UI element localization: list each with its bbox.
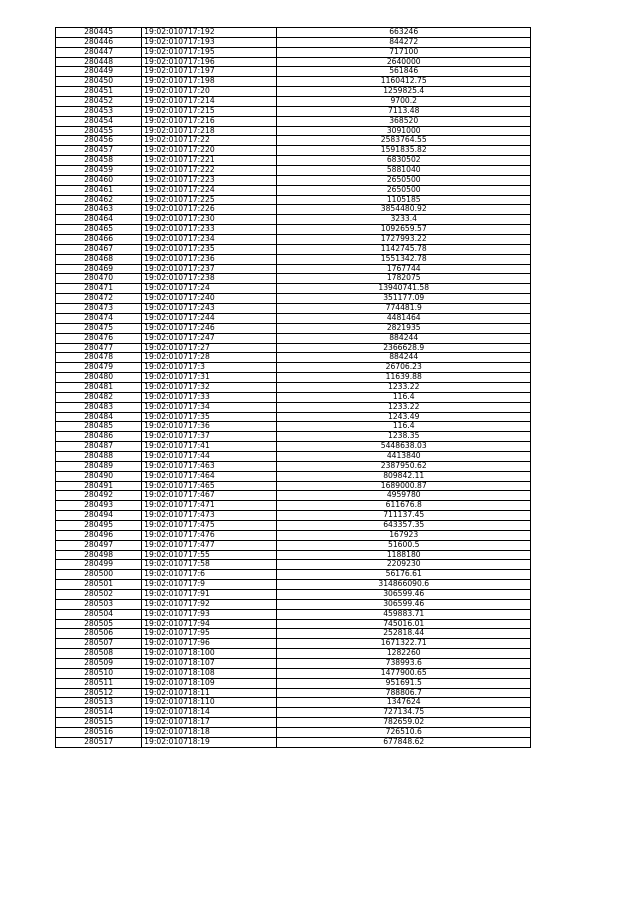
value-cell: 951691.5 bbox=[277, 678, 531, 688]
cadastral-number-cell: 19:02:010717:216 bbox=[142, 116, 277, 126]
row-id-cell: 280462 bbox=[56, 195, 142, 205]
cadastral-number-cell: 19:02:010717:218 bbox=[142, 126, 277, 136]
table-row bbox=[56, 244, 531, 254]
value-cell: 1238.35 bbox=[277, 432, 531, 442]
value-cell: 5881040 bbox=[277, 166, 531, 176]
value-cell: 2650500 bbox=[277, 185, 531, 195]
cadastral-number-cell: 19:02:010717:95 bbox=[142, 629, 277, 639]
row-id-cell: 280517 bbox=[56, 737, 142, 747]
table-row bbox=[56, 175, 531, 185]
table-row bbox=[56, 392, 531, 402]
row-id-cell: 280483 bbox=[56, 402, 142, 412]
row-id-cell: 280475 bbox=[56, 323, 142, 333]
value-cell: 2387950.62 bbox=[277, 461, 531, 471]
table-row bbox=[56, 442, 531, 452]
table-row bbox=[56, 136, 531, 146]
row-id-cell: 280500 bbox=[56, 570, 142, 580]
table-row bbox=[56, 343, 531, 353]
cadastral-number-cell: 19:02:010717:471 bbox=[142, 501, 277, 511]
row-id-cell: 280504 bbox=[56, 609, 142, 619]
cadastral-number-cell: 19:02:010717:221 bbox=[142, 156, 277, 166]
table-row bbox=[56, 412, 531, 422]
value-cell: 252818.44 bbox=[277, 629, 531, 639]
row-id-cell: 280457 bbox=[56, 146, 142, 156]
cadastral-number-cell: 19:02:010718:100 bbox=[142, 649, 277, 659]
value-cell: 7113.48 bbox=[277, 106, 531, 116]
table-row bbox=[56, 511, 531, 521]
row-id-cell: 280451 bbox=[56, 87, 142, 97]
row-id-cell: 280479 bbox=[56, 363, 142, 373]
table-row bbox=[56, 373, 531, 383]
value-cell: 1142745.78 bbox=[277, 244, 531, 254]
table-row bbox=[56, 491, 531, 501]
row-id-cell: 280455 bbox=[56, 126, 142, 136]
value-cell: 3854480.92 bbox=[277, 205, 531, 215]
row-id-cell: 280448 bbox=[56, 57, 142, 67]
value-cell: 1551342.78 bbox=[277, 254, 531, 264]
value-cell: 788806.7 bbox=[277, 688, 531, 698]
row-id-cell: 280481 bbox=[56, 382, 142, 392]
value-cell: 2366628.9 bbox=[277, 343, 531, 353]
row-id-cell: 280514 bbox=[56, 708, 142, 718]
cadastral-number-cell: 19:02:010717:193 bbox=[142, 37, 277, 47]
cadastral-number-cell: 19:02:010717:197 bbox=[142, 67, 277, 77]
value-cell: 56176.61 bbox=[277, 570, 531, 580]
row-id-cell: 280497 bbox=[56, 540, 142, 550]
row-id-cell: 280516 bbox=[56, 728, 142, 738]
table-row bbox=[56, 126, 531, 136]
value-cell: 1782075 bbox=[277, 274, 531, 284]
table-row bbox=[56, 205, 531, 215]
table-row bbox=[56, 550, 531, 560]
cadastral-number-cell: 19:02:010717:226 bbox=[142, 205, 277, 215]
cadastral-number-cell: 19:02:010717:35 bbox=[142, 412, 277, 422]
table-row bbox=[56, 688, 531, 698]
row-id-cell: 280470 bbox=[56, 274, 142, 284]
cadastral-number-cell: 19:02:010717:37 bbox=[142, 432, 277, 442]
value-cell: 2650500 bbox=[277, 175, 531, 185]
value-cell: 2821935 bbox=[277, 323, 531, 333]
row-id-cell: 280511 bbox=[56, 678, 142, 688]
cadastral-number-cell: 19:02:010717:247 bbox=[142, 333, 277, 343]
table-row bbox=[56, 501, 531, 511]
data-table bbox=[55, 27, 531, 748]
cadastral-number-cell: 19:02:010717:215 bbox=[142, 106, 277, 116]
table-row bbox=[56, 382, 531, 392]
value-cell: 167923 bbox=[277, 530, 531, 540]
cadastral-number-cell: 19:02:010717:238 bbox=[142, 274, 277, 284]
table-row bbox=[56, 540, 531, 550]
cadastral-number-cell: 19:02:010717:234 bbox=[142, 235, 277, 245]
row-id-cell: 280506 bbox=[56, 629, 142, 639]
cadastral-number-cell: 19:02:010717:3 bbox=[142, 363, 277, 373]
row-id-cell: 280467 bbox=[56, 244, 142, 254]
row-id-cell: 280513 bbox=[56, 698, 142, 708]
value-cell: 726510.6 bbox=[277, 728, 531, 738]
table-row bbox=[56, 530, 531, 540]
table-row bbox=[56, 146, 531, 156]
cadastral-number-cell: 19:02:010717:230 bbox=[142, 215, 277, 225]
row-id-cell: 280510 bbox=[56, 668, 142, 678]
value-cell: 611676.8 bbox=[277, 501, 531, 511]
cadastral-number-cell: 19:02:010717:476 bbox=[142, 530, 277, 540]
value-cell: 745016.01 bbox=[277, 619, 531, 629]
cadastral-number-cell: 19:02:010718:109 bbox=[142, 678, 277, 688]
row-id-cell: 280480 bbox=[56, 373, 142, 383]
row-id-cell: 280478 bbox=[56, 353, 142, 363]
cadastral-number-cell: 19:02:010717:28 bbox=[142, 353, 277, 363]
cadastral-number-cell: 19:02:010718:108 bbox=[142, 668, 277, 678]
value-cell: 1282260 bbox=[277, 649, 531, 659]
cadastral-number-cell: 19:02:010717:240 bbox=[142, 294, 277, 304]
cadastral-number-cell: 19:02:010717:58 bbox=[142, 560, 277, 570]
row-id-cell: 280469 bbox=[56, 264, 142, 274]
table-row bbox=[56, 668, 531, 678]
table-row bbox=[56, 313, 531, 323]
value-cell: 314866090.6 bbox=[277, 580, 531, 590]
row-id-cell: 280484 bbox=[56, 412, 142, 422]
table-row bbox=[56, 461, 531, 471]
table-row bbox=[56, 116, 531, 126]
cadastral-number-cell: 19:02:010717:93 bbox=[142, 609, 277, 619]
table-row bbox=[56, 599, 531, 609]
cadastral-number-cell: 19:02:010718:18 bbox=[142, 728, 277, 738]
value-cell: 727134.75 bbox=[277, 708, 531, 718]
cadastral-number-cell: 19:02:010718:14 bbox=[142, 708, 277, 718]
value-cell: 4413840 bbox=[277, 451, 531, 461]
cadastral-number-cell: 19:02:010717:31 bbox=[142, 373, 277, 383]
value-cell: 1233.22 bbox=[277, 382, 531, 392]
table-row bbox=[56, 718, 531, 728]
cadastral-number-cell: 19:02:010717:236 bbox=[142, 254, 277, 264]
cadastral-number-cell: 19:02:010717:465 bbox=[142, 481, 277, 491]
value-cell: 663246 bbox=[277, 28, 531, 38]
cadastral-number-cell: 19:02:010717:96 bbox=[142, 639, 277, 649]
value-cell: 1188180 bbox=[277, 550, 531, 560]
cadastral-number-cell: 19:02:010718:107 bbox=[142, 659, 277, 669]
table-row bbox=[56, 659, 531, 669]
cadastral-number-cell: 19:02:010717:214 bbox=[142, 97, 277, 107]
cadastral-number-cell: 19:02:010717:467 bbox=[142, 491, 277, 501]
cadastral-number-cell: 19:02:010718:11 bbox=[142, 688, 277, 698]
table-row bbox=[56, 185, 531, 195]
row-id-cell: 280456 bbox=[56, 136, 142, 146]
cadastral-number-cell: 19:02:010717:464 bbox=[142, 471, 277, 481]
value-cell: 677848.62 bbox=[277, 737, 531, 747]
value-cell: 782659.02 bbox=[277, 718, 531, 728]
row-id-cell: 280512 bbox=[56, 688, 142, 698]
cadastral-number-cell: 19:02:010717:222 bbox=[142, 166, 277, 176]
value-cell: 1259825.4 bbox=[277, 87, 531, 97]
table-row bbox=[56, 57, 531, 67]
table-row bbox=[56, 698, 531, 708]
row-id-cell: 280495 bbox=[56, 520, 142, 530]
table-row bbox=[56, 97, 531, 107]
table-row bbox=[56, 471, 531, 481]
table-row bbox=[56, 363, 531, 373]
cadastral-number-cell: 19:02:010718:110 bbox=[142, 698, 277, 708]
value-cell: 1591835.82 bbox=[277, 146, 531, 156]
row-id-cell: 280485 bbox=[56, 422, 142, 432]
cadastral-number-cell: 19:02:010717:24 bbox=[142, 284, 277, 294]
value-cell: 2640000 bbox=[277, 57, 531, 67]
row-id-cell: 280491 bbox=[56, 481, 142, 491]
table-row bbox=[56, 402, 531, 412]
table-row bbox=[56, 708, 531, 718]
cadastral-number-cell: 19:02:010717:20 bbox=[142, 87, 277, 97]
row-id-cell: 280473 bbox=[56, 304, 142, 314]
cadastral-number-cell: 19:02:010717:246 bbox=[142, 323, 277, 333]
value-cell: 1243.49 bbox=[277, 412, 531, 422]
value-cell: 844272 bbox=[277, 37, 531, 47]
table-row bbox=[56, 156, 531, 166]
value-cell: 116.4 bbox=[277, 392, 531, 402]
table-row bbox=[56, 609, 531, 619]
cadastral-number-cell: 19:02:010717:33 bbox=[142, 392, 277, 402]
value-cell: 711137.45 bbox=[277, 511, 531, 521]
table-row bbox=[56, 728, 531, 738]
cadastral-number-cell: 19:02:010717:237 bbox=[142, 264, 277, 274]
row-id-cell: 280471 bbox=[56, 284, 142, 294]
cadastral-number-cell: 19:02:010717:6 bbox=[142, 570, 277, 580]
table-row bbox=[56, 560, 531, 570]
row-id-cell: 280499 bbox=[56, 560, 142, 570]
cadastral-number-cell: 19:02:010717:475 bbox=[142, 520, 277, 530]
value-cell: 2209230 bbox=[277, 560, 531, 570]
row-id-cell: 280496 bbox=[56, 530, 142, 540]
table-body bbox=[56, 28, 531, 748]
cadastral-number-cell: 19:02:010717:32 bbox=[142, 382, 277, 392]
value-cell: 774481.9 bbox=[277, 304, 531, 314]
table-row bbox=[56, 215, 531, 225]
row-id-cell: 280501 bbox=[56, 580, 142, 590]
cadastral-number-cell: 19:02:010717:225 bbox=[142, 195, 277, 205]
table-row bbox=[56, 629, 531, 639]
table-row bbox=[56, 432, 531, 442]
value-cell: 9700.2 bbox=[277, 97, 531, 107]
table-row bbox=[56, 422, 531, 432]
value-cell: 738993.6 bbox=[277, 659, 531, 669]
table-row bbox=[56, 166, 531, 176]
value-cell: 459883.71 bbox=[277, 609, 531, 619]
table-row bbox=[56, 639, 531, 649]
value-cell: 116.4 bbox=[277, 422, 531, 432]
value-cell: 26706.23 bbox=[277, 363, 531, 373]
value-cell: 1477900.65 bbox=[277, 668, 531, 678]
value-cell: 1233.22 bbox=[277, 402, 531, 412]
row-id-cell: 280464 bbox=[56, 215, 142, 225]
value-cell: 1105185 bbox=[277, 195, 531, 205]
cadastral-number-cell: 19:02:010717:41 bbox=[142, 442, 277, 452]
value-cell: 1767744 bbox=[277, 264, 531, 274]
cadastral-number-cell: 19:02:010717:463 bbox=[142, 461, 277, 471]
table-row bbox=[56, 737, 531, 747]
row-id-cell: 280502 bbox=[56, 589, 142, 599]
cadastral-number-cell: 19:02:010717:220 bbox=[142, 146, 277, 156]
table-row bbox=[56, 451, 531, 461]
table-row bbox=[56, 323, 531, 333]
cadastral-number-cell: 19:02:010718:19 bbox=[142, 737, 277, 747]
value-cell: 561846 bbox=[277, 67, 531, 77]
row-id-cell: 280488 bbox=[56, 451, 142, 461]
cadastral-number-cell: 19:02:010717:244 bbox=[142, 313, 277, 323]
row-id-cell: 280445 bbox=[56, 28, 142, 38]
value-cell: 351177.09 bbox=[277, 294, 531, 304]
cadastral-number-cell: 19:02:010717:55 bbox=[142, 550, 277, 560]
table-row bbox=[56, 481, 531, 491]
row-id-cell: 280503 bbox=[56, 599, 142, 609]
row-id-cell: 280505 bbox=[56, 619, 142, 629]
table-row bbox=[56, 520, 531, 530]
table-row bbox=[56, 264, 531, 274]
row-id-cell: 280453 bbox=[56, 106, 142, 116]
cadastral-number-cell: 19:02:010717:22 bbox=[142, 136, 277, 146]
cadastral-number-cell: 19:02:010717:44 bbox=[142, 451, 277, 461]
cadastral-number-cell: 19:02:010717:224 bbox=[142, 185, 277, 195]
row-id-cell: 280459 bbox=[56, 166, 142, 176]
table-row bbox=[56, 274, 531, 284]
row-id-cell: 280498 bbox=[56, 550, 142, 560]
table-row bbox=[56, 333, 531, 343]
row-id-cell: 280489 bbox=[56, 461, 142, 471]
table-row bbox=[56, 580, 531, 590]
cadastral-number-cell: 19:02:010717:233 bbox=[142, 225, 277, 235]
value-cell: 11639.88 bbox=[277, 373, 531, 383]
table-row bbox=[56, 294, 531, 304]
row-id-cell: 280493 bbox=[56, 501, 142, 511]
value-cell: 2583764.55 bbox=[277, 136, 531, 146]
row-id-cell: 280463 bbox=[56, 205, 142, 215]
cadastral-number-cell: 19:02:010717:473 bbox=[142, 511, 277, 521]
row-id-cell: 280474 bbox=[56, 313, 142, 323]
value-cell: 51600.5 bbox=[277, 540, 531, 550]
value-cell: 717100 bbox=[277, 47, 531, 57]
value-cell: 3233.4 bbox=[277, 215, 531, 225]
value-cell: 5448638.03 bbox=[277, 442, 531, 452]
table-row bbox=[56, 37, 531, 47]
cadastral-number-cell: 19:02:010717:91 bbox=[142, 589, 277, 599]
value-cell: 1689000.87 bbox=[277, 481, 531, 491]
row-id-cell: 280507 bbox=[56, 639, 142, 649]
table-row bbox=[56, 47, 531, 57]
cadastral-number-cell: 19:02:010717:94 bbox=[142, 619, 277, 629]
cadastral-number-cell: 19:02:010717:477 bbox=[142, 540, 277, 550]
row-id-cell: 280449 bbox=[56, 67, 142, 77]
cadastral-number-cell: 19:02:010717:235 bbox=[142, 244, 277, 254]
cadastral-number-cell: 19:02:010717:92 bbox=[142, 599, 277, 609]
value-cell: 13940741.58 bbox=[277, 284, 531, 294]
cadastral-number-cell: 19:02:010718:17 bbox=[142, 718, 277, 728]
cadastral-number-cell: 19:02:010717:223 bbox=[142, 175, 277, 185]
row-id-cell: 280466 bbox=[56, 235, 142, 245]
value-cell: 4959780 bbox=[277, 491, 531, 501]
cadastral-number-cell: 19:02:010717:27 bbox=[142, 343, 277, 353]
row-id-cell: 280477 bbox=[56, 343, 142, 353]
row-id-cell: 280476 bbox=[56, 333, 142, 343]
value-cell: 306599.46 bbox=[277, 599, 531, 609]
table-row bbox=[56, 28, 531, 38]
value-cell: 3091000 bbox=[277, 126, 531, 136]
cadastral-number-cell: 19:02:010717:36 bbox=[142, 422, 277, 432]
row-id-cell: 280446 bbox=[56, 37, 142, 47]
table-row bbox=[56, 589, 531, 599]
table-row bbox=[56, 353, 531, 363]
table-row bbox=[56, 225, 531, 235]
value-cell: 884244 bbox=[277, 353, 531, 363]
table-row bbox=[56, 67, 531, 77]
value-cell: 1347624 bbox=[277, 698, 531, 708]
row-id-cell: 280515 bbox=[56, 718, 142, 728]
table-row bbox=[56, 649, 531, 659]
row-id-cell: 280490 bbox=[56, 471, 142, 481]
cadastral-number-cell: 19:02:010717:196 bbox=[142, 57, 277, 67]
table-row bbox=[56, 284, 531, 294]
value-cell: 368520 bbox=[277, 116, 531, 126]
cadastral-number-cell: 19:02:010717:192 bbox=[142, 28, 277, 38]
row-id-cell: 280509 bbox=[56, 659, 142, 669]
row-id-cell: 280472 bbox=[56, 294, 142, 304]
row-id-cell: 280460 bbox=[56, 175, 142, 185]
table-row bbox=[56, 254, 531, 264]
row-id-cell: 280452 bbox=[56, 97, 142, 107]
row-id-cell: 280468 bbox=[56, 254, 142, 264]
cadastral-number-cell: 19:02:010717:34 bbox=[142, 402, 277, 412]
cadastral-number-cell: 19:02:010717:198 bbox=[142, 77, 277, 87]
row-id-cell: 280492 bbox=[56, 491, 142, 501]
table-row bbox=[56, 235, 531, 245]
row-id-cell: 280494 bbox=[56, 511, 142, 521]
row-id-cell: 280508 bbox=[56, 649, 142, 659]
table-row bbox=[56, 106, 531, 116]
table-row bbox=[56, 570, 531, 580]
table-row bbox=[56, 87, 531, 97]
row-id-cell: 280465 bbox=[56, 225, 142, 235]
value-cell: 1727993.22 bbox=[277, 235, 531, 245]
row-id-cell: 280447 bbox=[56, 47, 142, 57]
value-cell: 884244 bbox=[277, 333, 531, 343]
table-row bbox=[56, 304, 531, 314]
value-cell: 4481464 bbox=[277, 313, 531, 323]
table-row bbox=[56, 195, 531, 205]
value-cell: 1092659.57 bbox=[277, 225, 531, 235]
row-id-cell: 280450 bbox=[56, 77, 142, 87]
row-id-cell: 280461 bbox=[56, 185, 142, 195]
cadastral-number-cell: 19:02:010717:195 bbox=[142, 47, 277, 57]
row-id-cell: 280458 bbox=[56, 156, 142, 166]
row-id-cell: 280482 bbox=[56, 392, 142, 402]
table-row bbox=[56, 678, 531, 688]
value-cell: 6830502 bbox=[277, 156, 531, 166]
value-cell: 306599.46 bbox=[277, 589, 531, 599]
value-cell: 1160412.75 bbox=[277, 77, 531, 87]
table-row bbox=[56, 619, 531, 629]
row-id-cell: 280454 bbox=[56, 116, 142, 126]
cadastral-number-cell: 19:02:010717:9 bbox=[142, 580, 277, 590]
value-cell: 1671322.71 bbox=[277, 639, 531, 649]
value-cell: 643357.35 bbox=[277, 520, 531, 530]
value-cell: 809842.11 bbox=[277, 471, 531, 481]
row-id-cell: 280487 bbox=[56, 442, 142, 452]
row-id-cell: 280486 bbox=[56, 432, 142, 442]
cadastral-number-cell: 19:02:010717:243 bbox=[142, 304, 277, 314]
table-row bbox=[56, 77, 531, 87]
